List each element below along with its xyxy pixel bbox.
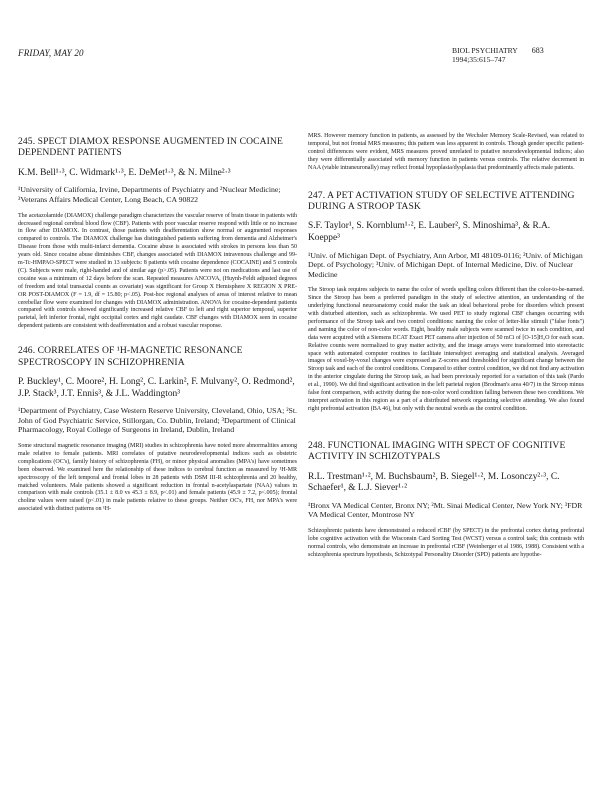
abstract-body: Schizophrenic patients have demonstrated a reduced rCBF (by SPECT) in the prefrontal cortex during prefrontal lobe cognitive activation with the Wisconsin Card Sorting Test (WCST) versus a control task; this contrasts with normal controls, who demonstrate an increase in prefrontal rCBF (Weinberger et al 1986, 1988). Consistent with a schizophrenia spectrum hypothesis, Schizotypal Personality Disorder (SPD) patients are hypothe- <box>308 528 584 558</box>
abstract-body: Some structural magnetic resonance imaging (MRI) studies in schizophrenia have noted more abnormalities among male relative to female patients. MRI correlates of putative neurodevelopmental indices such as obstetric complications (OC's), family history of schizophrenia (FH), or minor physical anomalies (MPA's) have sometimes been observed. We examined here the relationship of these indices to cerebral function as measured by ¹H-MR spectroscopy of the left temporal and frontal lobes in 28 patients with DSM III-R schizophrenia and 20 healthy, matched volunteers. Male patients showed a significant reduction in frontal n-acetylaspartate (NAA) values in comparison with male controls (35.1 ± 8.0 vs 45.3 ± 8.9, p<.01) and female patients (45.9 ± 7.2, p<.005); frontal choline values were raised (p<.01) in male patients relative to these groups. Neither OC's, FH, nor MPA's were associated with distinct patterns on ¹H- <box>18 442 297 513</box>
abstract-246 <box>18 345 297 514</box>
abstract-body: The Stroop task requires subjects to name the color of words spelling colors different than the color-to-be-named. Since the Stroop has been a preferred paradigm in the study of selective attention, an understanding of the underlying functional neuroanatomy could make the task an ideal behavioral probe for disorders which present with disturbed attention, such as schizophrenia. We used PET to study regional CBF changes occurring with performance of the Stroop task and two control conditions: naming the color of letter-like stimuli ("false fonts") and naming the color of non-color words. Eight, healthy male subjects were scanned twice in each condition, and data were acquired with a Siemens ECAT Exact PET camera after injection of 50 mCi of [O-15]H₂O for each scan. Relative counts were normalized to gray matter activity, and the image arrays were transformed into stereotactic space with automated computer routines to facilitate intersubject averaging and statistical analysis. Averaged images of voxel-by-voxel changes were expressed as Z-scores and thresholded for significant change between the Stroop task and each of the control conditions. Compared to either control condition, we did not find any activation in the anterior cingulate during the Stroop task, as had been previously reported for a variation of this task (Pardo et al., 1990). We did find significant activation in the left parietal region (Brodman's area 40/7) in the Stroop minus false font comparison, with activity during the non-color word condition falling between these two conditions. We interpret activation in this region as a part of a distributed network organizing selective attending. We also found right prefrontal activation (BA 46), but only with the neutral words as the control condition. <box>308 287 584 412</box>
abstract-authors: K.M. Bell¹·³, C. Widmark¹·³, E. DeMet¹·³, & N. Milne²·³ <box>18 167 231 178</box>
running-header-left: FRIDAY, MAY 20 <box>18 48 84 58</box>
abstract-247 <box>308 190 584 414</box>
abstract-body: The acetazolamide (DIAMOX) challenge paradigm characterizes the vascular reserve of brain tissue in patients with decreased regional cerebral blood flow (CBF). Patients with poor vascular reserve respond with little or no increase in flow after DIAMOX. In contrast, those patients with deafferentation show normal or augmented responses compared to controls. The DIAMOX challenge has distinguished patients suffering from dementia and Alzheimer's Disease from those with multi-infarct dementia. Cocaine abuse is associated with strokes in persons less than 50 years old. Since cocaine abuse diminishes CBF, changes associated with DIAMOX intravenous challenge and 99-m-Tc-HMPAO-SPECT were studied in 13 subjects: 8 patients with cocaine dependence (COCAINE) and 5 controls (C). Subjects were male, right-handed and of similar age (p>.05). Patients were not on medications and last use of cocaine was a minimum of 12 days before the scan. Repeated measures ANCOVA, (Huynh-Feldt adjusted degrees of freedom and total transaxial counts as covariate) was significant for Group X Hemisphere X REGION X PRE- OR POST-DIAMOX (F = 1.9, df = 15.80; p<.05). Post-hoc regional analyses of areas of interest relative to mean cerebellar flow were examined for changes with DIAMOX administration. ANOVA for cocaine-dependent patients compared with controls showed significantly increased relative CBF to left and right superior temporal, superior parietal, left inferior frontal, right occipital cortex and right caudate. CBF changes with DIAMOX seen in cocaine dependent patients are consistent with deafferentation and a robust vascular response. <box>18 212 297 330</box>
page-number: 683 <box>531 46 544 55</box>
abstract-authors: S.F. Taylor¹, S. Kornblum¹·², E. Lauber², S. Minoshima³, & R.A. Koeppe³ <box>308 221 551 243</box>
abstract-246-continuation: MRS. However memory function in patients, as assessed by the Wechsler Memory Scale-Revised, was related to temporal, but not frontal MRS measures; this pattern was less apparent in controls. Though gender specific patient-control differences were evident, MRS measures proved unrelated to putative neurodevelopmental indices; also they were differentially associated with memory function in patients versus controls. The relative decrement in NAA (viable intraneuronally) may reflect frontal hypoplasia/dysplasia that predominantly affects male patients. <box>308 133 584 171</box>
abstract-title: 245. SPECT DIAMOX RESPONSE AUGMENTED IN COCAINE DEPENDENT PATIENTS <box>18 136 283 159</box>
abstract-245 <box>18 136 297 331</box>
abstract-authors: P. Buckley¹, C. Moore², H. Long², C. Larkin², F. Mulvany², O. Redmond², J.P. Stack³, J.T. Ennis³, & J.L. Waddington³ <box>18 377 295 399</box>
journal-citation: 1994;35:615–747 <box>452 55 506 64</box>
abstract-authors: R.L. Trestman¹·², M. Buchsbaum², B. Siegel¹·², M. Losonczy²·³, C. Schaefer¹, & L.J. Siever¹·² <box>308 471 560 494</box>
journal-name: BIOL PSYCHIATRY <box>452 46 518 55</box>
right-column <box>308 133 584 560</box>
abstract-title: 248. FUNCTIONAL IMAGING WITH SPECT OF COGNITIVE ACTIVITY IN SCHIZOTYPALS <box>308 439 566 463</box>
running-header-right <box>452 46 544 64</box>
abstract-affiliation: ¹Bronx VA Medical Center, Bronx NY; ²Mt. Sinai Medical Center, New York NY; ³FDR VA Medical Center, Montrose NY <box>308 500 583 520</box>
abstract-title: 247. A PET ACTIVATION STUDY OF SELECTIVE ATTENDING DURING A STROOP TASK <box>308 189 575 212</box>
abstract-affiliation: ¹University of California, Irvine, Departments of Psychiatry and ²Nuclear Medicine; ³Veterans Affairs Medical Center, Long Beach, CA 90822 <box>18 185 281 204</box>
abstract-affiliation: ¹Department of Psychiatry, Case Western Reserve University, Cleveland, Ohio, USA; ²St. John of God Psychiatric Service, Stillorgan, Co. Dublin, Ireland; ³Department of Clinical Pharmacology, Royal College of Surgeons in Ireland, Dublin, Ireland <box>18 406 297 435</box>
abstract-affiliation: ¹Univ. of Michigan Dept. of Psychiatry, Ann Arbor, MI 48109-0116; ²Univ. of Michigan Dept. of Psychology; ³Univ. of Michigan Dept. of Internal Medicine, Div. of Nuclear Medicine <box>308 250 583 279</box>
abstract-248 <box>308 440 584 560</box>
left-column <box>18 136 297 514</box>
abstract-title: 246. CORRELATES OF ¹H-MAGNETIC RESONANCE SPECTROSCOPY IN SCHIZOPHRENIA <box>18 345 243 368</box>
